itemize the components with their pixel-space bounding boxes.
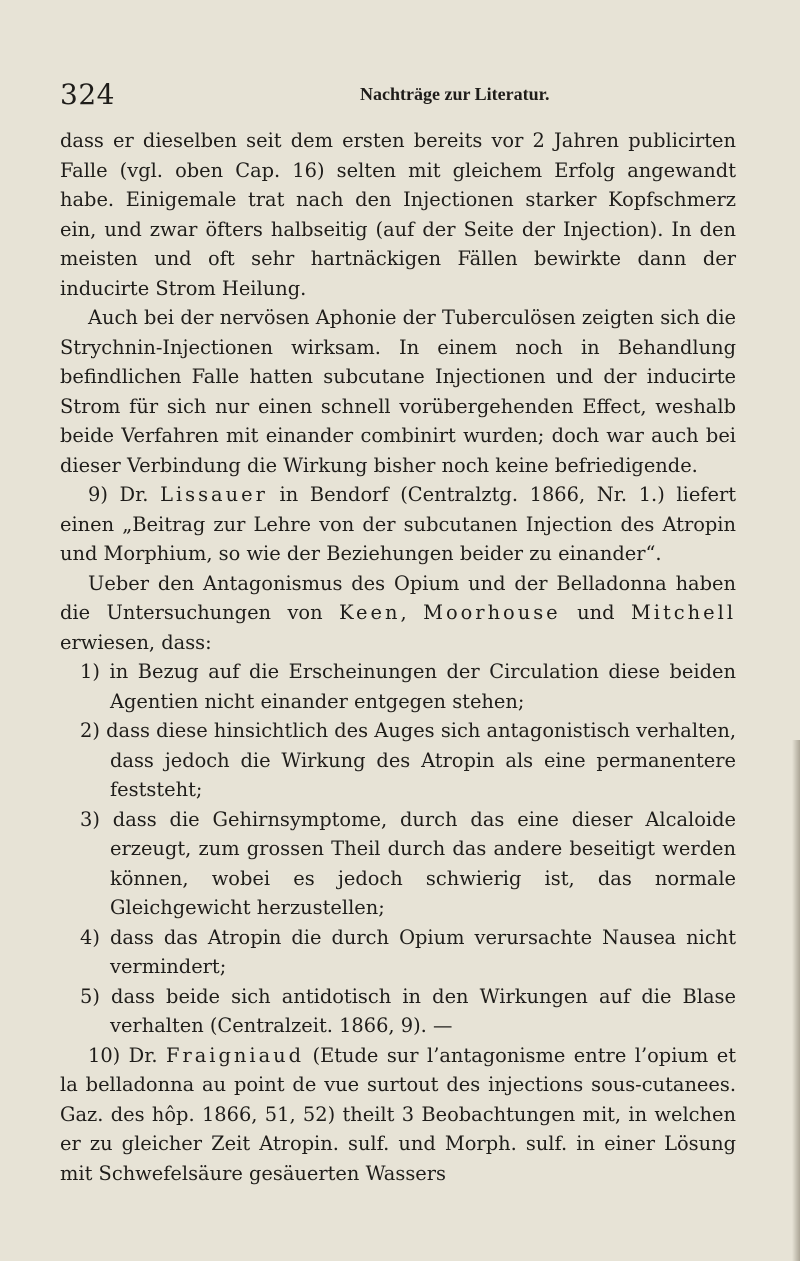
text-run: in Bendorf (Centralztg. 1866, Nr. 1.) liefert einen „Beitrag zur Lehre von der subcutanen Injection des Atropin und Morphium, so wie der Beziehungen beider zu einander“. bbox=[60, 483, 737, 565]
author-name: Mitchell bbox=[630, 601, 737, 624]
text-run: , bbox=[400, 601, 407, 624]
paragraph: Auch bei der nervösen Aphonie der Tuberculösen zeigten sich die Strychnin-Injectionen wirksam. In einem noch in Behandlung befindlichen Falle hatten subcutane Injectionen und der inducirte Strom für sich nur einen schnell vorübergehenden Effect, weshalb beide Verfahren mit einander combinirt wurden; doch war auch bei dieser Verbindung die Wirkung bisher noch keine befriedigende. bbox=[60, 306, 736, 477]
text-run: erwiesen, dass: bbox=[60, 630, 212, 654]
paragraph: dass er dieselben seit dem ersten bereits vor 2 Jahren publicirten Falle (vgl. oben Cap. 16) selten mit gleichem Erfolg angewandt habe. Einigemale trat nach den Injectionen starker Kopfschmerz ein, und zwar öfters halbseitig (auf der Seite der Injection). In den meisten und oft sehr hartnäckigen Fällen bewirkte dann der inducirte Strom Heilung. bbox=[60, 129, 736, 300]
page-edge-shadow bbox=[792, 740, 800, 1261]
paragraph bbox=[60, 480, 736, 569]
text-run: 9) Dr. bbox=[88, 483, 149, 506]
list-item: 1) in Bezug auf die Erscheinungen der Circulation diese beiden Agentien nicht einander entgegen stehen; bbox=[80, 660, 736, 713]
text-run: (Etude sur l’antagonisme entre l’opium et la belladonna au point de vue surtout des injections sous-cutanees. Gaz. des hôp. 1866, 51, 52) theilt 3 Beobachtungen mit, in welchen er zu gleicher Zeit Atropin. sulf. und Morph. sulf. in einer Lösung mit Schwefelsäure gesäuerten Wassers bbox=[60, 1043, 736, 1185]
text-run: Ueber den Antagonismus des Opium und der Belladonna haben die Untersuchungen von bbox=[60, 571, 736, 624]
page-header bbox=[60, 78, 740, 112]
page-number: 324 bbox=[60, 78, 115, 111]
author-name: Keen bbox=[339, 601, 401, 624]
paragraph bbox=[60, 569, 736, 658]
paragraph bbox=[60, 1041, 736, 1189]
list-item: 2) dass diese hinsichtlich des Auges sich antagonistisch verhalten, dass jedoch die Wirkung des Atropin als eine permanentere feststeht; bbox=[80, 719, 736, 801]
list-item: 5) dass beide sich antidotisch in den Wirkungen auf die Blase verhalten (Centralzeit. 1866, 9). — bbox=[80, 984, 736, 1037]
list-item: 3) dass die Gehirnsymptome, durch das eine dieser Alcaloide erzeugt, zum grossen Theil durch das andere beseitigt werden können, wobei es jedoch schwierig ist, das normale Gleichgewicht herzustellen; bbox=[80, 807, 736, 919]
author-name: Moorhouse bbox=[423, 601, 561, 624]
list-item: 4) dass das Atropin die durch Opium verursachte Nausea nicht vermindert; bbox=[80, 925, 736, 978]
running-head: Nachträge zur Literatur. bbox=[360, 84, 550, 104]
author-name: Fraigniaud bbox=[166, 1043, 305, 1067]
text-run: und bbox=[577, 601, 615, 624]
body-text bbox=[60, 126, 736, 1188]
author-name: Lissauer bbox=[160, 483, 268, 506]
text-run: 10) Dr. bbox=[88, 1043, 158, 1067]
